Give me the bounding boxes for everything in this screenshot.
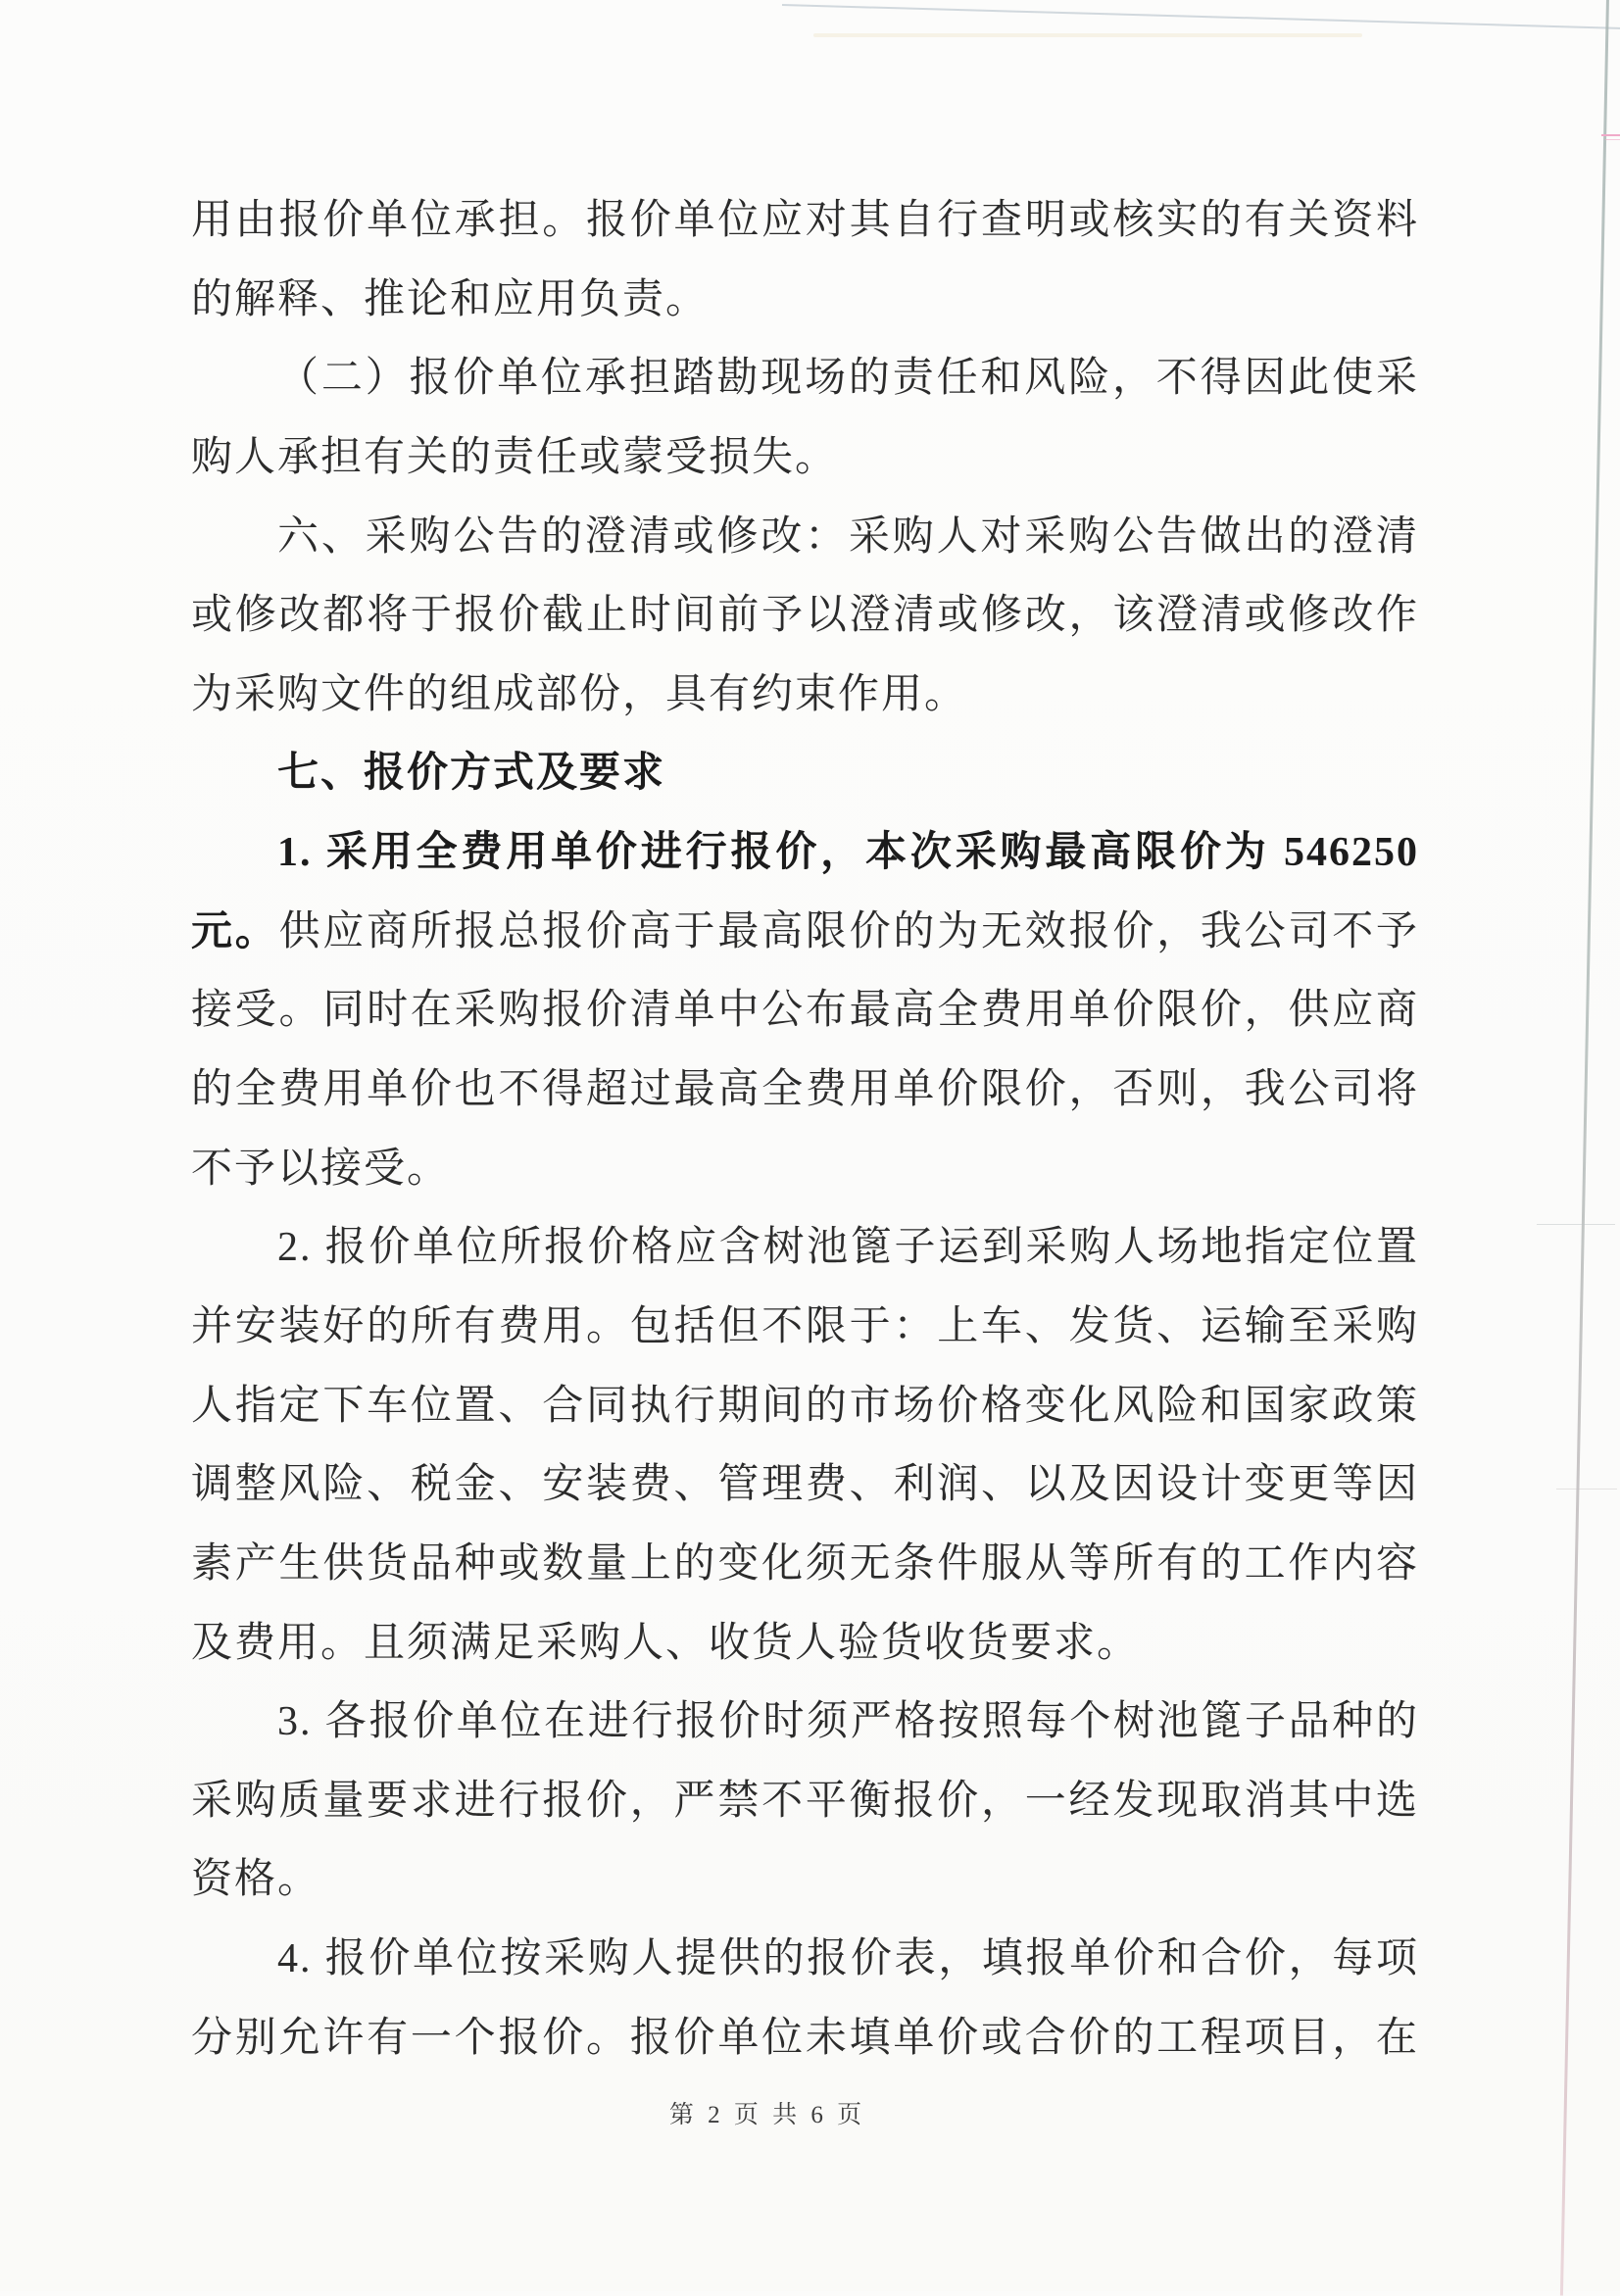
regular-text: 分别允许有一个报价。报价单位未填单价或合价的工程项目，在 — [191, 2015, 1419, 2061]
text-line — [191, 1999, 1419, 2078]
text-line — [191, 1683, 1419, 1762]
text-line — [191, 1208, 1419, 1288]
regular-text: 及费用。且须满足采购人、收货人验货收货要求。 — [191, 1620, 1141, 1666]
bold-text: 元。 — [191, 908, 279, 954]
text-line — [191, 1445, 1419, 1525]
text-line — [191, 418, 1419, 498]
bold-text: 七、报价方式及要求 — [277, 751, 666, 797]
text-line — [191, 813, 1419, 893]
regular-text: （二）报价单位承担踏勘现场的责任和风险，不得因此使采 — [277, 356, 1419, 402]
text-line — [191, 576, 1419, 656]
text-line — [191, 1367, 1419, 1446]
regular-text: 并安装好的所有费用。包括但不限于：上车、发货、运输至采购 — [191, 1303, 1419, 1349]
regular-text: 的全费用单价也不得超过最高全费用单价限价，否则，我公司将 — [191, 1067, 1419, 1113]
text-line — [191, 1840, 1419, 1920]
text-line — [191, 1288, 1419, 1367]
text-line — [191, 1762, 1419, 1841]
text-line — [191, 893, 1419, 972]
text-line — [191, 1050, 1419, 1130]
section-heading — [191, 734, 1419, 813]
regular-text: 供应商所报总报价高于最高限价的为无效报价，我公司不予 — [278, 908, 1419, 954]
page-footer: 第 2 页 共 6 页 — [668, 2102, 866, 2128]
text-line — [191, 1130, 1419, 1209]
document-body — [191, 181, 1419, 2077]
scan-smudge — [813, 33, 1362, 37]
text-line — [191, 339, 1419, 418]
regular-text: 素产生供货品种或数量上的变化须无条件服从等所有的工作内容 — [191, 1540, 1419, 1587]
regular-text: 或修改都将于报价截止时间前予以澄清或修改，该澄清或修改作 — [191, 593, 1419, 639]
regular-text: 不予以接受。 — [191, 1146, 451, 1192]
text-line — [191, 261, 1419, 340]
text-line — [191, 498, 1419, 577]
scan-faint-line — [1537, 1224, 1615, 1225]
text-line — [191, 181, 1419, 261]
regular-text: 资格。 — [191, 1857, 321, 1903]
regular-text: 调整风险、税金、安装费、管理费、利润、以及因设计变更等因 — [191, 1462, 1419, 1508]
regular-text: 3. 各报价单位在进行报价时须严格按照每个树池篦子品种的 — [277, 1699, 1419, 1745]
regular-text: 接受。同时在采购报价清单中公布最高全费用单价限价，供应商 — [191, 988, 1419, 1034]
scan-pink-mark-faint — [1605, 139, 1620, 140]
regular-text: 购人承担有关的责任或蒙受损失。 — [191, 434, 839, 480]
regular-text: 2. 报价单位所报价格应含树池篦子运到采购人场地指定位置 — [277, 1225, 1419, 1271]
text-line — [191, 1525, 1419, 1604]
scan-top-edge-line — [782, 4, 1620, 29]
bold-text: 1. 采用全费用单价进行报价，本次采购最高限价为 546250 — [277, 830, 1419, 876]
text-line — [191, 1604, 1419, 1684]
regular-text: 采购质量要求进行报价，严禁不平衡报价，一经发现取消其中选 — [191, 1778, 1419, 1824]
regular-text: 人指定下车位置、合同执行期间的市场价格变化风险和国家政策 — [191, 1383, 1419, 1429]
scan-right-edge-line — [1560, 0, 1609, 2296]
text-line — [191, 1920, 1419, 1999]
regular-text: 为采购文件的组成部份，具有约束作用。 — [191, 671, 968, 717]
regular-text: 六、采购公告的澄清或修改：采购人对采购公告做出的澄清 — [277, 513, 1419, 560]
scan-faint-line — [1556, 1489, 1617, 1490]
regular-text: 用由报价单位承担。报价单位应对其自行查明或核实的有关资料 — [191, 198, 1419, 243]
regular-text: 的解释、推论和应用负责。 — [191, 276, 710, 322]
regular-text: 4. 报价单位按采购人提供的报价表，填报单价和合价，每项 — [277, 1936, 1419, 1982]
text-line — [191, 971, 1419, 1050]
text-line — [191, 656, 1419, 735]
scan-pink-mark — [1601, 134, 1620, 136]
